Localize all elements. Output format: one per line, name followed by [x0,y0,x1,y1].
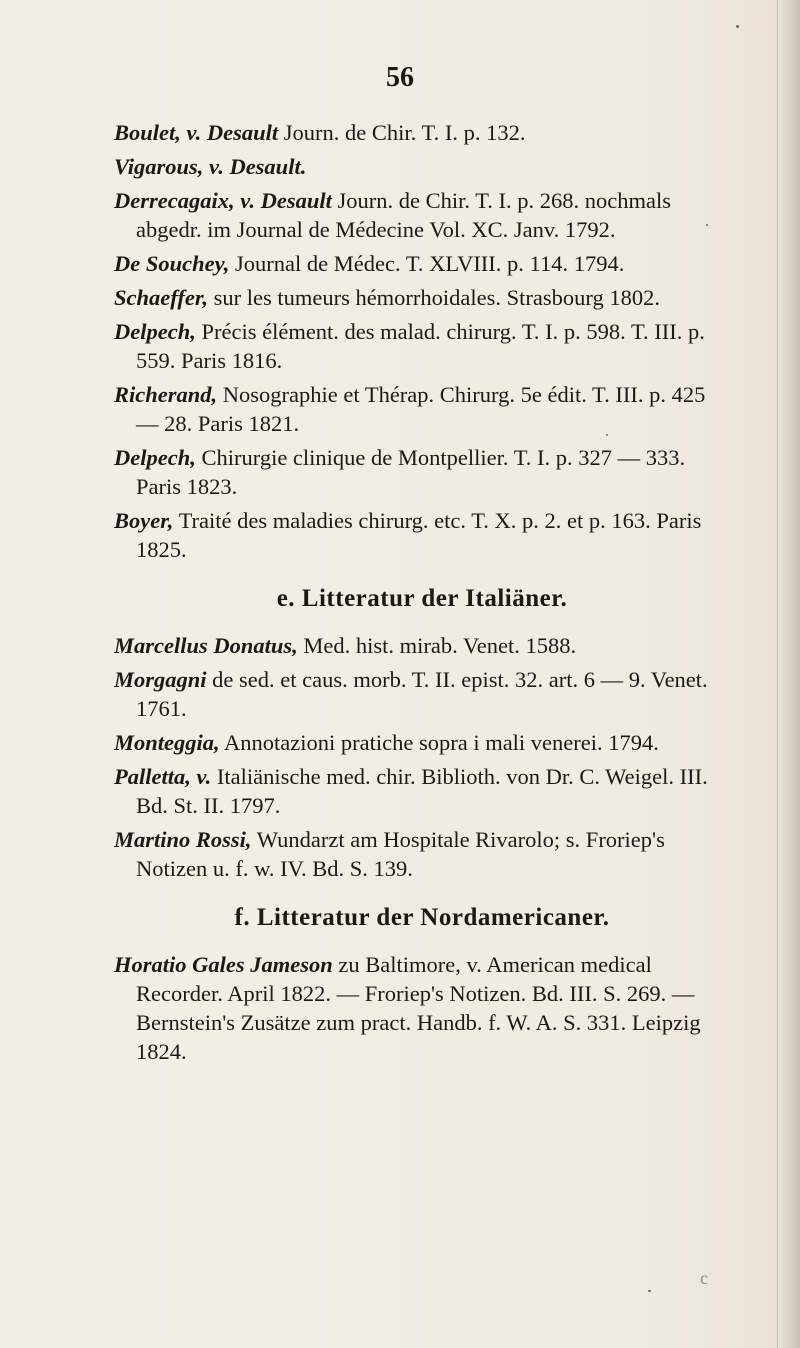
section-heading-italian: e. Litteratur der Italiäner. [276,585,568,612]
bibliography-entry: Horatio Gales Jameson zu Baltimore, v. American medical Recorder. April 1822. — Froriep's Notizen. Bd. III. S. 269. — Bernstein's Zusätze zum pract. Handb. f. W. A. S. 331. Leipzig 1824. [114,952,701,1064]
paper-speck [706,224,708,226]
page-number: 56 [386,62,414,93]
bibliography-entry: Martino Rossi, Wundarzt am Hospitale Rivarolo; s. Froriep's Notizen u. f. w. IV. Bd. S. 139. [114,827,665,881]
page-spine-shadow [777,0,800,1348]
bibliography-entry: Richerand, Nosographie et Thérap. Chirurg. 5e édit. T. III. p. 425 — 28. Paris 1821. [114,382,706,436]
paper-speck [736,25,739,28]
bibliography-entry: Schaeffer, sur les tumeurs hémorrhoidales. Strasbourg 1802. [114,285,660,310]
bibliography-entry: Vigarous, v. Desault. [114,154,307,179]
bibliography-entry: Delpech, Précis élément. des malad. chirurg. T. I. p. 598. T. III. p. 559. Paris 1816. [114,319,705,373]
pencil-mark: c [700,1268,708,1288]
bibliography-entry: Morgagni de sed. et caus. morb. T. II. epist. 32. art. 6 — 9. Venet. 1761. [114,667,708,721]
bibliography-entry: Monteggia, Annotazioni pratiche sopra i mali venerei. 1794. [114,730,659,755]
bibliography-entry: Boyer, Traité des maladies chirurg. etc. T. X. p. 2. et p. 163. Paris 1825. [114,508,702,562]
bibliography-entry: Palletta, v. Italiänische med. chir. Biblioth. von Dr. C. Weigel. III. Bd. St. II. 1797. [114,764,708,818]
paper-speck [606,434,608,436]
bibliography-content [114,118,730,1071]
bibliography-entry: Derrecagaix, v. Desault Journ. de Chir. T. I. p. 268. nochmals abgedr. im Journal de Médecine Vol. XC. Janv. 1792. [114,188,672,242]
bibliography-entry: Marcellus Donatus, Med. hist. mirab. Venet. 1588. [114,633,577,658]
section-heading-north-american: f. Litteratur der Nordamericaner. [234,904,610,931]
paper-speck [648,1290,651,1292]
bibliography-entry: Boulet, v. Desault Journ. de Chir. T. I. p. 132. [114,120,526,145]
bibliography-entry: De Souchey, Journal de Médec. T. XLVIII. p. 114. 1794. [114,251,625,276]
bibliography-entry: Delpech, Chirurgie clinique de Montpellier. T. I. p. 327 — 333. Paris 1823. [114,445,686,499]
